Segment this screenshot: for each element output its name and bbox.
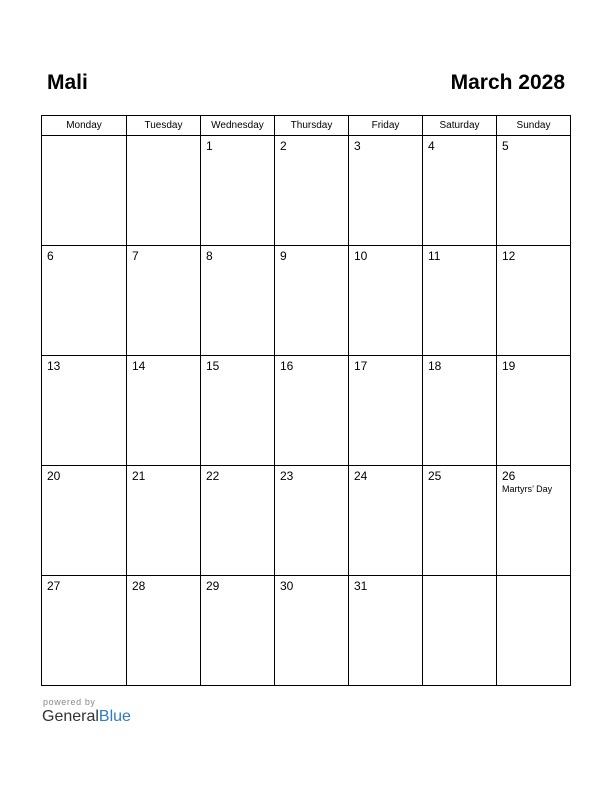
day-cell — [201, 576, 275, 686]
day-number: 26 — [502, 469, 516, 483]
weekday-tuesday: Tuesday — [127, 116, 201, 136]
day-cell — [201, 466, 275, 576]
day-cell — [349, 356, 423, 466]
month-year-title: March 2028 — [450, 71, 565, 94]
day-cell — [42, 356, 127, 466]
day-number — [497, 576, 570, 579]
week-row — [42, 246, 571, 356]
day-cell — [201, 246, 275, 356]
day-number: 15 — [206, 359, 220, 373]
week-row — [42, 136, 571, 246]
day-number: 16 — [280, 359, 294, 373]
day-cell — [127, 356, 201, 466]
weekday-thursday: Thursday — [275, 116, 349, 136]
day-cell — [423, 246, 497, 356]
day-number: 22 — [206, 469, 220, 483]
day-number: 27 — [47, 579, 61, 593]
brand-name-blue: Blue — [98, 708, 131, 725]
day-number: 28 — [132, 579, 146, 593]
calendar-grid — [41, 115, 571, 686]
day-cell — [127, 576, 201, 686]
day-cell — [497, 356, 571, 466]
day-number: 9 — [280, 249, 287, 263]
day-number: 10 — [354, 249, 368, 263]
day-number: 25 — [428, 469, 442, 483]
day-number: 13 — [47, 359, 61, 373]
day-cell — [275, 576, 349, 686]
day-number — [127, 136, 200, 139]
day-number: 31 — [354, 579, 368, 593]
weekday-header-row — [42, 116, 571, 136]
day-number: 7 — [132, 249, 139, 263]
day-cell — [42, 246, 127, 356]
day-cell — [497, 576, 571, 686]
day-number — [42, 136, 126, 139]
day-cell — [127, 136, 201, 246]
powered-by-label: powered by — [43, 697, 96, 707]
brand-logo[interactable] — [42, 708, 131, 726]
day-cell — [127, 466, 201, 576]
day-cell — [275, 356, 349, 466]
day-cell — [423, 576, 497, 686]
day-number: 2 — [280, 139, 287, 153]
day-cell — [423, 356, 497, 466]
country-title: Mali — [47, 71, 88, 94]
day-number: 17 — [354, 359, 368, 373]
day-number: 6 — [47, 249, 54, 263]
week-row — [42, 356, 571, 466]
weekday-sunday: Sunday — [497, 116, 571, 136]
weekday-wednesday: Wednesday — [201, 116, 275, 136]
day-number: 24 — [354, 469, 368, 483]
day-cell — [275, 246, 349, 356]
day-number: 20 — [47, 469, 61, 483]
day-number: 19 — [502, 359, 516, 373]
day-number — [423, 576, 496, 579]
day-cell — [349, 466, 423, 576]
day-number: 21 — [132, 469, 146, 483]
day-cell — [423, 136, 497, 246]
day-number: 14 — [132, 359, 146, 373]
day-cell — [42, 466, 127, 576]
day-number: 29 — [206, 579, 220, 593]
day-cell — [349, 576, 423, 686]
day-number: 4 — [428, 139, 435, 153]
day-cell — [349, 246, 423, 356]
day-number: 8 — [206, 249, 213, 263]
weekday-monday: Monday — [42, 116, 127, 136]
day-cell — [201, 136, 275, 246]
holiday-label: Martyrs’ Day — [502, 484, 553, 494]
weekday-friday: Friday — [349, 116, 423, 136]
day-cell — [349, 136, 423, 246]
day-cell — [275, 136, 349, 246]
day-cell — [497, 466, 571, 576]
day-number: 30 — [280, 579, 294, 593]
day-cell — [42, 136, 127, 246]
day-number: 1 — [206, 139, 213, 153]
day-number: 23 — [280, 469, 294, 483]
day-cell — [423, 466, 497, 576]
brand-name-general: General — [42, 708, 99, 725]
day-cell — [497, 246, 571, 356]
day-cell — [497, 136, 571, 246]
weekday-saturday: Saturday — [423, 116, 497, 136]
day-number: 18 — [428, 359, 442, 373]
day-number: 3 — [354, 139, 361, 153]
day-number: 5 — [502, 139, 509, 153]
day-cell — [42, 576, 127, 686]
day-number: 11 — [428, 249, 441, 263]
day-cell — [127, 246, 201, 356]
week-row — [42, 576, 571, 686]
week-row — [42, 466, 571, 576]
day-cell — [275, 466, 349, 576]
day-number: 12 — [502, 249, 516, 263]
day-cell — [201, 356, 275, 466]
